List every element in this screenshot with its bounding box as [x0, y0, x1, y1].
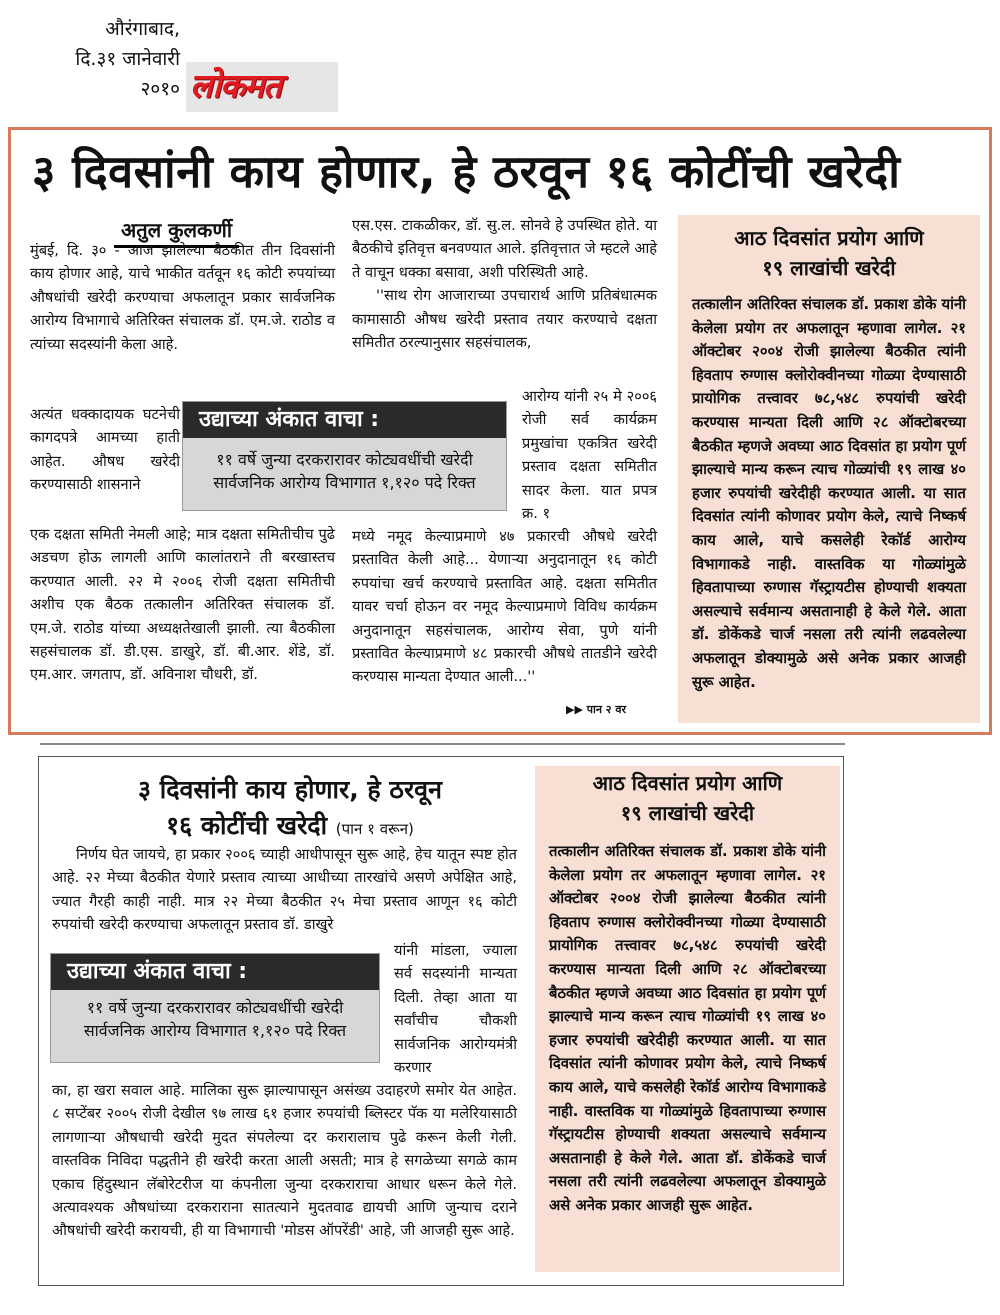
sidebar-title-line: आठ दिवसांत प्रयोग आणि: [734, 226, 924, 250]
headline-line: ३ दिवसांनी काय होणार, हे ठरवून: [138, 775, 442, 804]
paragraph: अत्यंत धक्कादायक घटनेची कागदपत्रे आमच्या हाती आहेत. औषध खरेदी करण्यासाठी शासनाने: [30, 406, 180, 494]
continued-on-page-link[interactable]: ▶▶ पान २ वर: [566, 703, 626, 716]
top-column-1-intro: [30, 239, 335, 356]
quote-paragraph: ''साथ रोग आजाराच्या उपचारार्थ आणि प्रतिबंधात्मक कामासाठी औषध खरेदी प्रस्ताव तयार करण्याचे दक्षता समितीत ठरल्यानुसार सहसंचालक,: [352, 287, 657, 352]
top-column-2-intro: [352, 214, 657, 354]
read-tomorrow-item: सार्वजनिक आरोग्य विभागात १,१२० पदे रिक्त: [83, 1021, 347, 1040]
newspaper-logo: [186, 62, 338, 112]
sidebar-title-line: आठ दिवसांत प्रयोग आणि: [592, 771, 783, 795]
sidebar-title-line: १९ लाखांची खरेदी: [620, 801, 755, 825]
continued-from-label: (पान १ वरून): [335, 820, 414, 838]
dateline-city: औरंगाबाद,: [105, 18, 180, 40]
paragraph: आरोग्य यांनी २५ मे २००६ रोजी सर्व कार्यक्रम प्रमुखांचा एकत्रित खरेदी प्रस्ताव दक्षता समितीत सादर केला. यात प्रपत्र क्र. १: [522, 388, 657, 523]
paragraph: का, हा खरा सवाल आहे. मालिका सुरू झाल्यापासून असंख्य उदाहरणे समोर येत आहेत. ८ सप्टेंबर २००५ रोजी देखील ९७ लाख ६१ हजार रुपयांची ब्लिस्टर पॅक या मलेरियासाठी लागणाऱ्या औषधाची खरेदी मुदत संपलेल्या दर करारालाच पुढे करून केली गेली. वास्तविक निविदा पद्धतीने ही खरेदी करता आली असती; मात्र हे सगळेच्या सगळे काम एकाच हिंदुस्थान लॅबोरेटरीज या कंपनीला जुन्या दरकराराचा आधार धरून केले गेले. अत्यावश्यक औषधांच्या दरकराराना सातत्याने मुदतवाढ द्यायची आणि जुन्याच दराने औषधांची खरेदी करायची, ही या विभागाची 'मोडस ऑपरेंडी' आहे, जी आजही सुरू आहे.: [52, 1082, 517, 1240]
top-article-headline: ३ दिवसांनी काय होणार, हे ठरवून १६ कोटींची खरेदी: [32, 145, 901, 198]
top-column-2-narrow: [522, 385, 657, 525]
read-tomorrow-heading: उद्याच्या अंकात वाचा :: [183, 402, 506, 438]
bottom-article-headline: [60, 772, 520, 847]
dateline-date: दि.३१ जानेवारी: [75, 48, 180, 70]
paragraph: एस.एस. टाकळीकर, डॉ. सु.ल. सोनवे हे उपस्थित होते. या बैठकीचे इतिवृत्त बनवण्यात आले. इतिवृत्तात जे म्हटले आहे ते वाचून धक्का बसावा, अशी परिस्थिती आहे.: [352, 217, 657, 281]
read-tomorrow-item: सार्वजनिक आरोग्य विभागात १,१२० पदे रिक्त: [213, 473, 476, 492]
read-tomorrow-box: [182, 401, 507, 511]
sidebar-title-line: १९ लाखांची खरेदी: [762, 256, 896, 280]
dateline-year: २०१०: [140, 78, 180, 100]
top-column-1-narrow: [30, 403, 180, 497]
paragraph: मुंबई, दि. ३० - आज झालेल्या बैठकीत तीन दिवसांनी काय होणार आहे, याचे भाकीत वर्तवून १६ कोटी रुपयांच्या औषधांची खरेदी करण्याचा अफलातून प्रकार सार्वजनिक आरोग्य विभागाचे अतिरिक्त संचालक डॉ. एम.जे. राठोड व त्यांच्या सदस्यांनी केला आहे.: [30, 242, 335, 353]
section-divider: [40, 743, 845, 745]
read-tomorrow-item: ११ वर्षे जुन्या दरकरारावर कोट्यवधींची खरेदी: [216, 450, 473, 469]
top-column-1-continuation: [30, 523, 335, 687]
top-sidebar-box: [678, 215, 980, 723]
read-tomorrow-item: ११ वर्षे जुन्या दरकरारावर कोट्यवधींची खरेदी: [86, 998, 344, 1017]
sidebar-body: तत्कालीन अतिरिक्त संचालक डॉ. प्रकाश डोके यांनी केलेला प्रयोग तर अफलातून म्हणावा लागेल. २१ ऑक्टोबर २००४ रोजी झालेल्या बैठकीत त्यांनी हिवताप रुग्णास क्लोरोक्वीनच्या गोळ्या देण्यासाठी प्रायोगिक तत्त्वावर ७८,५४८ रुपयांची खरेदी करण्यास मान्यता दिली आणि २८ ऑक्टोबरच्या बैठकीत म्हणजे अवघ्या आठ दिवसांत हा प्रयोग पूर्ण झाल्याचे मान्य करून त्याच गोळ्यांची १९ लाख ४० हजार रुपयांची खरेदीही करण्यात आली. या सात दिवसांत त्यांनी कोणावर प्रयोग केले, त्याचे निष्कर्ष काय आले, याचे कसलेही रेकॉर्ड आरोग्य विभागाकडे नाही. वास्तविक या गोळ्यांमुळे हिवतापाच्या रुग्णास गॅस्ट्रायटीस होण्याची शक्यता असल्याचे सर्वमान्य असतानाही हे केले गेले. आता डॉ. डोकेंकडे चार्ज नसला तरी त्यांनी लढवलेल्या अफलातून डोक्यामुळे असे अनेक प्रकार आजही सुरू आहेत.: [692, 296, 966, 691]
bottom-column-narrow: [394, 939, 517, 1079]
read-tomorrow-heading: उद्याच्या अंकात वाचा :: [51, 954, 379, 990]
byline: अतुल कुलकर्णी: [114, 216, 239, 248]
paragraph: मध्ये नमूद केल्याप्रमाणे ४७ प्रकारची औषधे खरेदी प्रस्तावित केली आहे... येणाऱ्या अनुदानातून १६ कोटी रुपयांचा खर्च करण्याचे प्रस्तावित आहे. दक्षता समितीत यावर चर्चा होऊन वर नमूद केल्याप्रमाणे विविध कार्यक्रम अनुदानातून सहसंचालक, आरोग्य सेवा, पुणे यांनी प्रस्तावित केल्याप्रमाणे ४८ प्रकारची औषधे तातडीने खरेदी करण्यास मान्यता देण्यात आली...'': [352, 528, 657, 686]
paragraph: निर्णय घेत जायचे, हा प्रकार २००६ च्याही आधीपासून सुरू आहे, हेच यातून स्पष्ट होत आहे. २२ मेच्या बैठकीत येणारे प्रस्ताव त्याच्या आधीच्या तारखांचे असणे अपेक्षित आहे, ज्यात गैरही काही नाही. मात्र २२ मेच्या बैठकीत २५ मेचा प्रस्ताव आणून १६ कोटी रुपयांची खरेदी करण्याचा अफलातून प्रस्ताव डॉ. डाखुरे: [52, 846, 517, 934]
paragraph: एक दक्षता समिती नेमली आहे; मात्र दक्षता समितीचीच पुढे अडचण होऊ लागली आणि कालांतराने ती बरखास्तच करण्यात आली. २२ मे २००६ रोजी दक्षता समितीची अशीच एक बैठक तत्कालीन अतिरिक्त संचालक डॉ. एम.जे. राठोड यांच्या अध्यक्षतेखाली झाली. त्या बैठकीला सहसंचालक डॉ. डी.एस. डाखुरे, डॉ. बी.आर. शेंडे, डॉ. एम.आर. जगताप, डॉ. अविनाश चौधरी, डॉ.: [30, 526, 335, 684]
bottom-sidebar-box: [535, 766, 840, 1272]
top-column-2-continuation: [352, 525, 657, 689]
read-tomorrow-box: [50, 953, 380, 1063]
bottom-column-continuation: [52, 1079, 517, 1243]
dateline: [30, 14, 180, 104]
paragraph: यांनी मांडला, ज्याला सर्व सदस्यांनी मान्यता दिली. तेव्हा आता या सर्वांचीच चौकशी सार्वजनिक आरोग्यमंत्री करणार: [394, 942, 517, 1077]
sidebar-body: तत्कालीन अतिरिक्त संचालक डॉ. प्रकाश डोके यांनी केलेला प्रयोग तर अफलातून म्हणावा लागेल. २१ ऑक्टोबर २००४ रोजी झालेल्या बैठकीत त्यांनी हिवताप रुग्णास क्लोरोक्वीनच्या गोळ्या देण्यासाठी प्रायोगिक तत्त्वावर ७८,५४८ रुपयांची खरेदी करण्यास मान्यता दिली आणि २८ ऑक्टोबरच्या बैठकीत म्हणजे अवघ्या आठ दिवसांत हा प्रयोग पूर्ण झाल्याचे मान्य करून त्याच गोळ्यांची १९ लाख ४० हजार रुपयांची खरेदीही करण्यात आली. या सात दिवसांत त्यांनी कोणावर प्रयोग केले, त्याचे निष्कर्ष काय आले, याचे कसलेही रेकॉर्ड आरोग्य विभागाकडे नाही. वास्तविक या गोळ्यांमुळे हिवतापाच्या रुग्णास गॅस्ट्रायटीस होण्याची शक्यता असल्याचे सर्वमान्य असतानाही हे केले गेले. आता डॉ. डोकेंकडे चार्ज नसला तरी त्यांनी लढवलेल्या अफलातून डोक्यामुळे असे अनेक प्रकार आजही सुरू आहेत.: [549, 843, 826, 1214]
headline-line: १६ कोटींची खरेदी: [166, 811, 328, 840]
logo-text: लोकमत: [190, 66, 281, 105]
bottom-column-intro: [52, 843, 517, 937]
